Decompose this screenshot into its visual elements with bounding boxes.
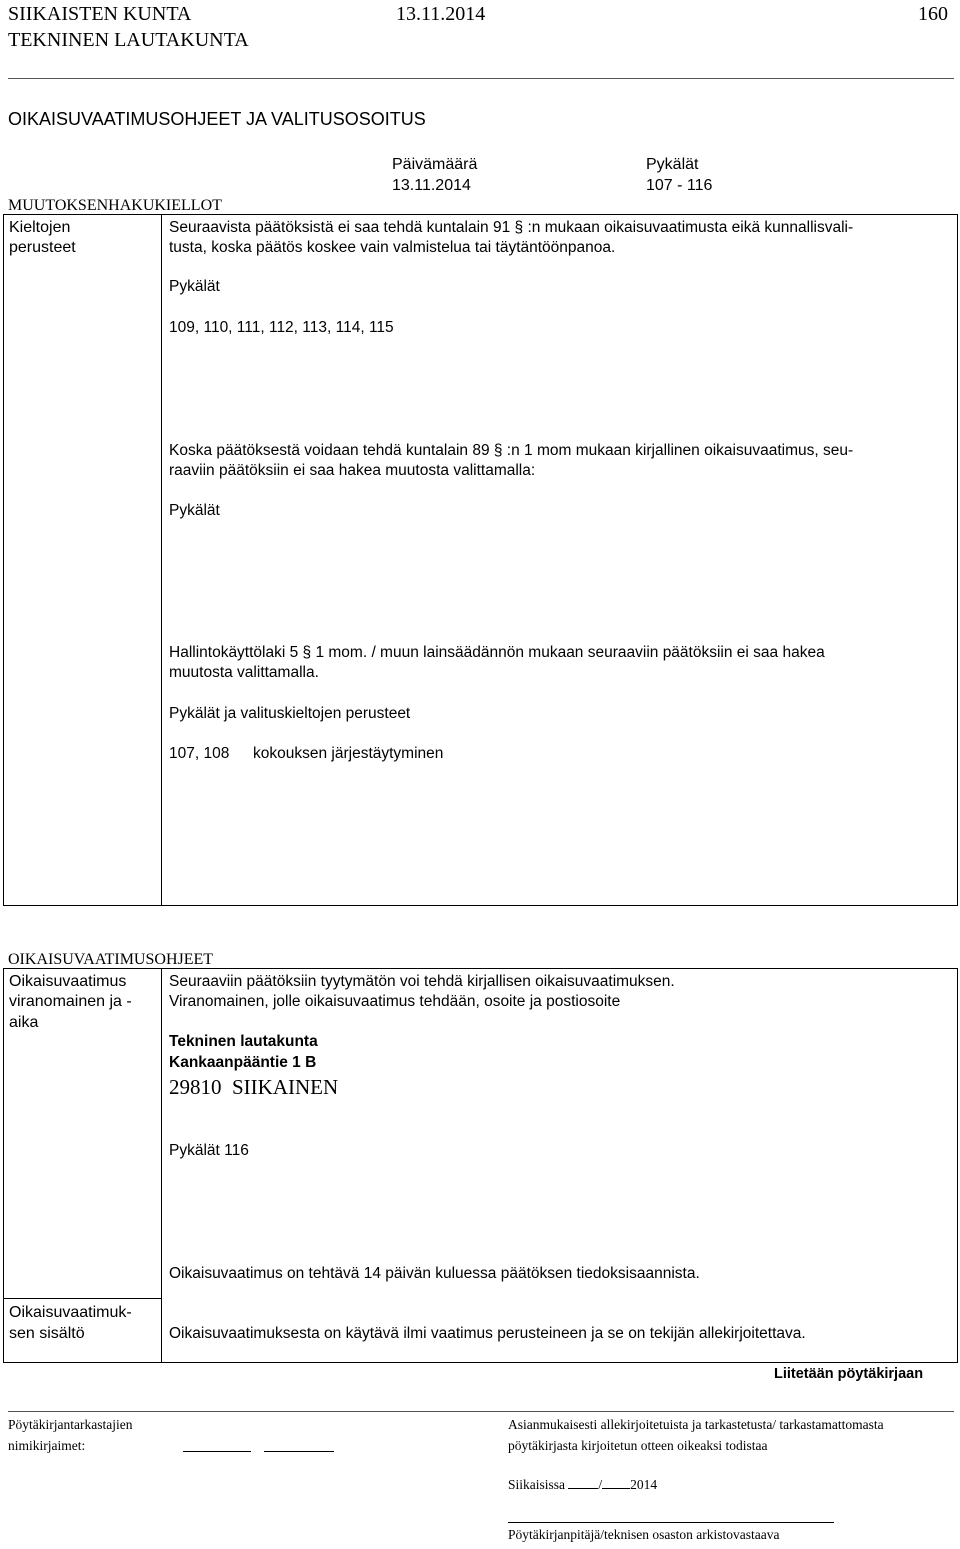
restrictions-label-line2: perusteet [9, 239, 76, 256]
instructions-line2: Viranomainen, jolle oikaisuvaatimus tehdään, osoite ja postiosoite [169, 993, 621, 1010]
day-blank[interactable] [568, 1474, 598, 1489]
board-name: TEKNINEN LAUTAKUNTA [8, 29, 249, 51]
footer-rule [8, 1411, 954, 1412]
place-label: Siikaisissa [508, 1477, 566, 1492]
authority-postal: 29810 SIIKAINEN [169, 1075, 339, 1099]
date-value: 13.11.2014 [392, 177, 471, 194]
signature-line[interactable] [508, 1522, 834, 1523]
footer-right-line1: Asianmukaisesti allekirjoitetuista ja tarkastetusta/ tarkastamattomasta [508, 1417, 884, 1432]
instructions-heading: OIKAISUVAATIMUSOHJEET [8, 951, 214, 968]
authority-name: Tekninen lautakunta [169, 1033, 318, 1050]
footer-right-line2: pöytäkirjasta kirjoitetun otteen oikeaksi todistaa [508, 1438, 768, 1453]
restrictions-label-line1: Kieltojen [9, 219, 71, 236]
restriction-p3-sections-desc: kokouksen järjestäytyminen [253, 745, 444, 762]
date-separator: / [598, 1477, 603, 1492]
restrictions-table [3, 214, 958, 906]
instructions-table [3, 968, 958, 1363]
sections-value: 107 - 116 [646, 177, 713, 194]
initials-blank-1[interactable] [183, 1451, 251, 1452]
restriction-p2-line1: Koska päätöksestä voidaan tehdä kuntalain 89 § :n 1 mom mukaan kirjallinen oikaisuvaatimus, seu- [169, 442, 854, 459]
restriction-p2-sections-label: Pykälät [169, 502, 220, 519]
signer-title: Pöytäkirjanpitäjä/teknisen osaston arkistovastaava [508, 1527, 780, 1542]
org-name: SIIKAISTEN KUNTA [8, 3, 192, 25]
restriction-p3-sections-value: 107, 108 [169, 745, 230, 762]
instructions-sections: Pykälät 116 [169, 1142, 249, 1159]
restriction-p1-sections-label: Pykälät [169, 278, 220, 295]
restriction-p2-line2: raaviin päätöksiin ei saa hakea muutosta valittamalla: [169, 462, 536, 479]
content-text: Oikaisuvaatimuksesta on käytävä ilmi vaatimus perusteineen ja se on tekijän allekirjoitettava. [169, 1325, 806, 1342]
document-title: OIKAISUVAATIMUSOHJEET JA VALITUSOSOITUS [8, 109, 426, 129]
sections-label: Pykälät [646, 156, 699, 173]
instructions-label-line1: Oikaisuvaatimus [9, 973, 127, 990]
restriction-p1-sections-value: 109, 110, 111, 112, 113, 114, 115 [169, 319, 394, 336]
restriction-p3-line2: muutosta valittamalla. [169, 664, 319, 681]
header-date: 13.11.2014 [396, 3, 486, 25]
instructions-deadline: Oikaisuvaatimus on tehtävä 14 päivän kuluessa päätöksen tiedoksisaannista. [169, 1265, 700, 1282]
footer-left-line2: nimikirjaimet: [8, 1438, 86, 1453]
restriction-p3-line1: Hallintokäyttölaki 5 § 1 mom. / muun lainsäädännön mukaan seuraaviin päätöksiin ei saa hakea [169, 644, 825, 661]
authority-street: Kankaanpääntie 1 B [169, 1054, 317, 1071]
restrictions-heading: MUUTOKSENHAKUKIELLOT [8, 197, 222, 214]
date-label: Päivämäärä [392, 156, 478, 173]
instructions-label-line3: aika [9, 1014, 39, 1031]
footer-left-line1: Pöytäkirjantarkastajien [8, 1417, 133, 1432]
page-number: 160 [918, 3, 948, 25]
restrictions-column-divider [161, 214, 162, 906]
instructions-line1: Seuraaviin päätöksiin tyytymätön voi tehdä kirjallisen oikaisuvaatimuksen. [169, 973, 675, 990]
attached-note: Liitetään pöytäkirjaan [774, 1366, 924, 1382]
header-rule [8, 78, 954, 79]
restriction-p1-line2: tusta, koska päätös koskee vain valmistelua tai täytäntöönpanoa. [169, 239, 616, 256]
content-label-line1: Oikaisuvaatimuk- [9, 1304, 132, 1321]
instructions-left-row-divider [3, 1298, 162, 1299]
month-blank[interactable] [602, 1474, 630, 1489]
content-label-line2: sen sisältö [9, 1325, 85, 1342]
footer-year: 2014 [630, 1477, 658, 1492]
instructions-label-line2: viranomainen ja - [9, 993, 132, 1010]
place-line [508, 1474, 657, 1494]
initials-blank-2[interactable] [264, 1451, 334, 1452]
restriction-p1-line1: Seuraavista päätöksistä ei saa tehdä kuntalain 91 § :n mukaan oikaisuvaatimusta eikä kunnallisvali- [169, 219, 854, 236]
instructions-column-divider [161, 968, 162, 1363]
restriction-p3-sections-label: Pykälät ja valituskieltojen perusteet [169, 705, 411, 722]
